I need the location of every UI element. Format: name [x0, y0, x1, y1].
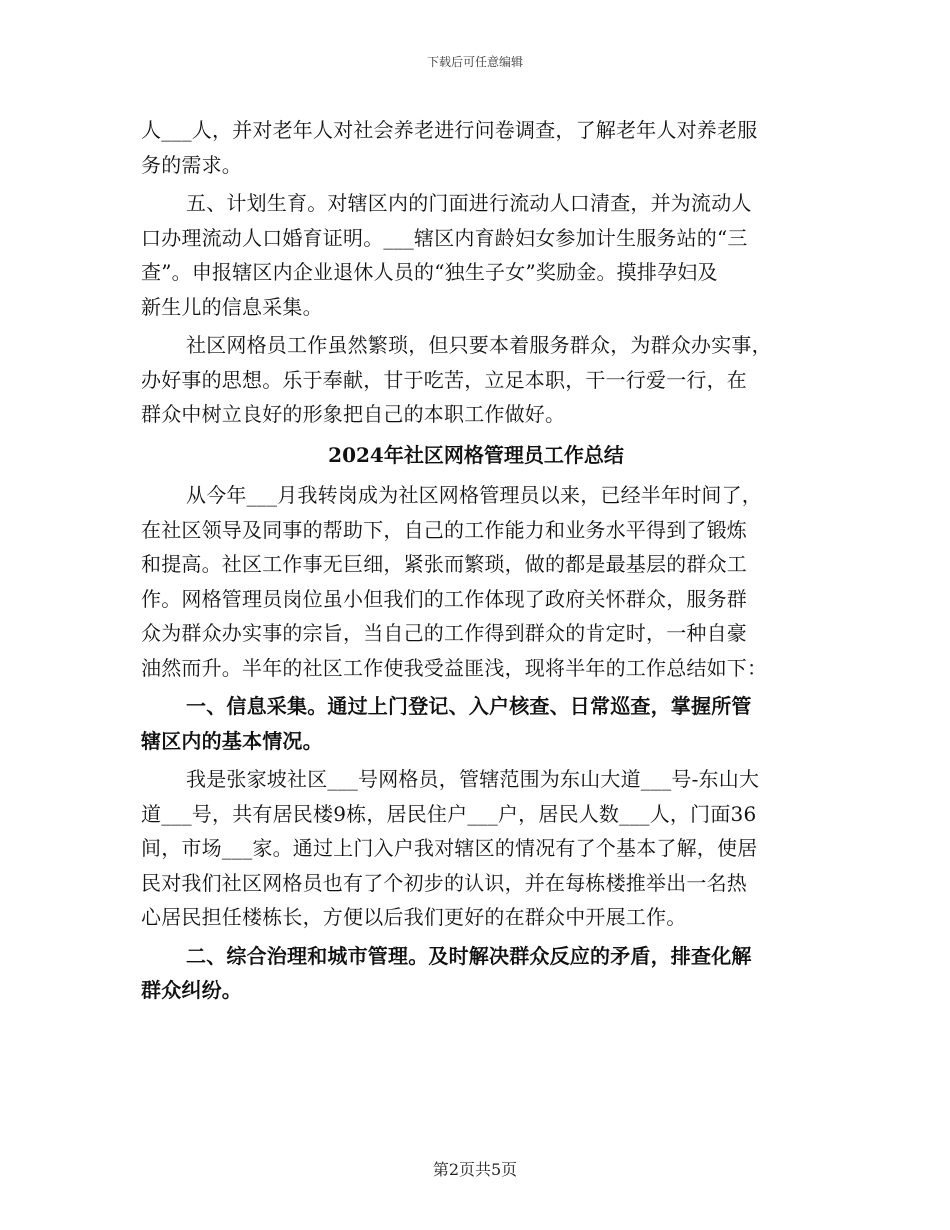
paragraph: [141, 113, 811, 182]
paragraph: [141, 762, 811, 935]
text-line: 从今年___月我转岗成为社区网格管理员以来，已经半年时间了，: [186, 483, 762, 507]
paragraph-heading: [141, 689, 811, 758]
text-line: 办好事的思想。乐于奉献，甘于吃苦，立足本职，干一行爱一行，在: [141, 367, 747, 392]
text-line: 作。网格管理员岗位虽小但我们的工作体现了政府关怀群众，服务群: [141, 586, 747, 611]
text-line: 间，市场___家。通过上门入户我对辖区的情况有了个基本了解，使居: [141, 836, 758, 860]
paragraph: [141, 328, 811, 432]
text-line: 群众中树立良好的形象把自己的本职工作做好。: [141, 402, 566, 426]
text-line: 辖区内的基本情况。: [141, 728, 323, 753]
page-number: 第2页共5页: [432, 1160, 518, 1179]
text-line: 务的需求。: [141, 152, 242, 177]
text-line: 新生儿的信息采集。: [141, 294, 323, 319]
document-body: [141, 113, 811, 1008]
paragraph-heading: [141, 939, 811, 1008]
text-line: 在社区领导及同事的帮助下，自己的工作能力和业务水平得到了锻炼: [141, 517, 747, 542]
text-line: 心居民担任楼栋长，方便以后我们更好的在群众中开展工作。: [141, 905, 687, 929]
paragraph: [141, 186, 811, 324]
page-header: 下载后可任意编辑: [426, 55, 523, 69]
text-line: 道___号，共有居民楼9栋，居民住户___户，居民人数___人，门面36: [141, 801, 757, 826]
text-line: 我是张家坡社区___号网格员，管辖范围为东山大道___号-东山大: [186, 767, 760, 791]
text-line: 二、综合治理和城市管理。及时解决群众反应的矛盾，排查化解: [186, 943, 752, 968]
text-line: 社区网格员工作虽然繁琐，但只要本着服务群众，为群众办实事，: [186, 333, 772, 357]
text-line: 一、信息采集。通过上门登记、入户核查、日常巡查，掌握所管: [186, 694, 752, 718]
paragraph: [141, 478, 811, 685]
text-line: 口办理流动人口婚育证明。___辖区内育龄妇女参加计生服务站的“三: [141, 225, 748, 250]
text-line: 油然而升。半年的社区工作使我受益匪浅，现将半年的工作总结如下：: [141, 655, 768, 680]
text-line: 众为群众办实事的宗旨，当自己的工作得到群众的肯定时，一种自豪: [141, 621, 747, 645]
text-line: 民对我们社区网格员也有了个初步的认识，并在每栋楼推举出一名热: [141, 870, 747, 895]
text-line: 人___人，并对老年人对社会养老进行问卷调查，了解老年人对养老服: [141, 118, 758, 142]
text-line: 和提高。社区工作事无巨细，紧张而繁琐，做的都是最基层的群众工: [141, 552, 747, 576]
text-line: 群众纠纷。: [141, 978, 242, 1002]
text-line: 五、计划生育。对辖区内的门面进行流动人口清查，并为流动人: [186, 191, 752, 215]
section-title: 2024年社区网格管理员工作总结: [328, 442, 624, 467]
text-line: 查”。申报辖区内企业退休人员的“独生子女”奖励金。摸排孕妇及: [141, 260, 718, 284]
